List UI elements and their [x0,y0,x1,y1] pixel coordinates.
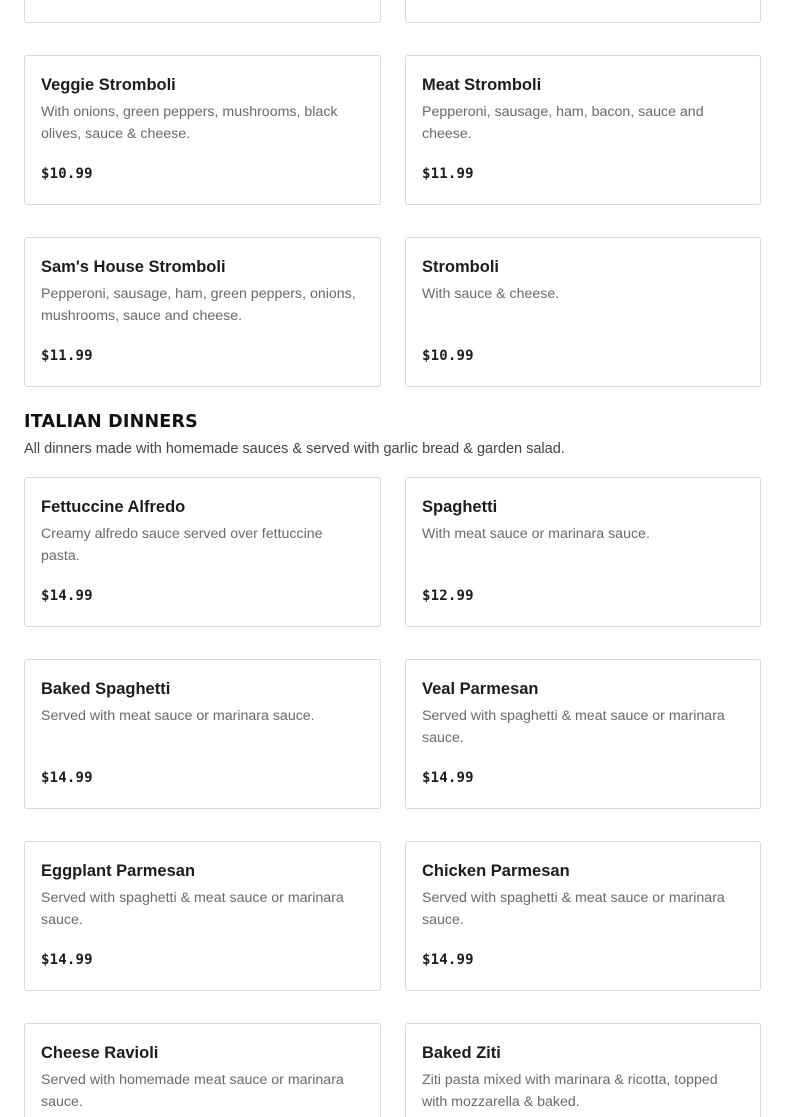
menu-item-card[interactable] [24,1023,381,1117]
menu-item-card[interactable] [24,477,381,627]
menu-item-description: With sauce & cheese. [422,286,560,302]
menu-item-card[interactable] [24,841,381,991]
menu-item-card[interactable] [24,659,381,809]
menu-item-description: Creamy alfredo sauce served over fettuccine pasta. [41,526,323,564]
menu-item-description: Served with spaghetti & meat sauce or marinara sauce. [422,708,725,746]
menu-item-description: Pepperoni, sausage, ham, bacon, sauce and cheese. [422,104,704,142]
section-title: ITALIAN DINNERS [24,412,198,432]
menu-item-description: With onions, green peppers, mushrooms, black olives, sauce & cheese. [41,104,338,142]
menu-item-card[interactable] [405,1023,761,1117]
menu-item-description: Served with spaghetti & meat sauce or marinara sauce. [41,890,344,928]
menu-item-price: $11.99 [41,348,93,364]
menu-item-name: Baked Ziti [422,1044,501,1062]
menu-item-description: With meat sauce or marinara sauce. [422,526,650,542]
menu-item-name: Baked Spaghetti [41,680,171,698]
menu-item-card[interactable] [405,659,761,809]
menu-grid-stromboli [24,55,761,387]
menu-item-price: $14.99 [422,770,474,786]
menu-item-name: Stromboli [422,258,499,276]
menu-item-description: Ziti pasta mixed with marinara & ricotta, topped with mozzarella & baked. [422,1072,718,1110]
menu-item-card[interactable] [405,55,761,205]
menu-item-card[interactable] [405,477,761,627]
menu-item-name: Veggie Stromboli [41,76,176,94]
menu-item-name: Sam's House Stromboli [41,258,226,276]
menu-item-card[interactable] [405,0,761,23]
menu-item-name: Fettuccine Alfredo [41,498,186,516]
menu-item-card[interactable] [405,237,761,387]
section-header-italian-dinners [24,411,761,459]
menu-item-price: $14.99 [41,588,93,604]
menu-item-price: $10.99 [422,348,474,364]
menu-item-card[interactable] [24,237,381,387]
menu-item-price: $14.99 [41,952,93,968]
menu-grid-italian-dinners [24,477,761,1117]
menu-item-price: $14.99 [41,770,93,786]
menu-item-price: $12.99 [422,588,474,604]
menu-item-name: Meat Stromboli [422,76,542,94]
menu-item-name: Spaghetti [422,498,498,516]
menu-item-description: Served with meat sauce or marinara sauce. [41,708,315,724]
menu-item-price: $10.99 [41,166,93,182]
menu-item-name: Chicken Parmesan [422,862,570,880]
menu-item-card[interactable] [24,0,381,23]
menu-item-price: $14.99 [422,952,474,968]
menu-item-card[interactable] [405,841,761,991]
section-description: All dinners made with homemade sauces & served with garlic bread & garden salad. [24,441,565,457]
menu-item-description: Served with homemade meat sauce or marinara sauce. [41,1072,344,1110]
menu-item-price: $11.99 [422,166,474,182]
menu-item-name: Veal Parmesan [422,680,539,698]
menu-item-description: Pepperoni, sausage, ham, green peppers, onions, mushrooms, sauce and cheese. [41,286,356,324]
menu-item-name: Eggplant Parmesan [41,862,196,880]
menu-grid-top-partial [24,0,761,23]
menu-item-description: Served with spaghetti & meat sauce or marinara sauce. [422,890,725,928]
menu-item-card[interactable] [24,55,381,205]
menu-item-name: Cheese Ravioli [41,1044,159,1062]
